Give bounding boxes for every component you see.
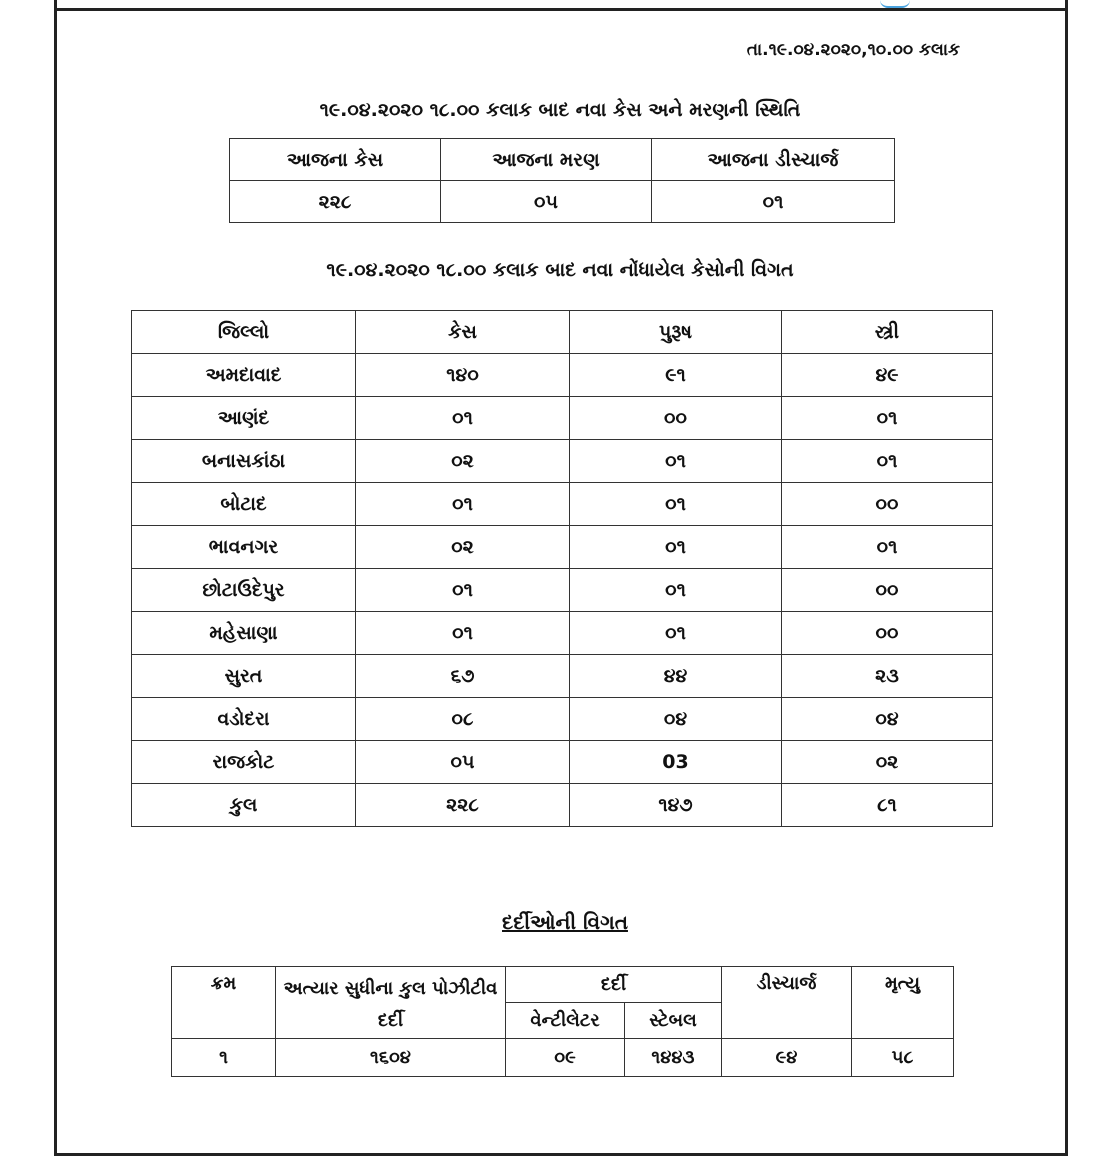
- header-death: મૃત્યુ: [852, 967, 954, 1039]
- value-serial: ૧: [172, 1039, 276, 1077]
- table-row: [132, 483, 993, 526]
- district-name: આણંદ: [132, 397, 356, 440]
- district-heading: ૧૯.૦૪.૨૦૨૦ ૧૮.૦૦ કલાક બાદ નવા નોંધાયેલ કેસોની વિગત: [326, 259, 794, 281]
- district-cases: ૦૧: [356, 483, 570, 526]
- district-name: બોટાદ: [132, 483, 356, 526]
- district-name: સુરત: [132, 655, 356, 698]
- district-male: ૦૧: [570, 440, 782, 483]
- header-male: પુરૂષ: [570, 311, 782, 354]
- district-female: ૦૦: [782, 612, 993, 655]
- summary-table: [229, 138, 895, 223]
- header-discharge: ડીસ્ચાર્જ: [722, 967, 852, 1039]
- district-female: ૮૧: [782, 784, 993, 827]
- header-ventilator: વેન્ટીલેટર: [506, 1003, 625, 1039]
- summary-heading: ૧૯.૦૪.૨૦૨૦ ૧૮.૦૦ કલાક બાદ નવા કેસ અને મરણની સ્થિતિ: [319, 99, 801, 121]
- summary-value-row: [230, 181, 895, 223]
- value-todays-discharge: ૦૧: [652, 181, 895, 223]
- district-male: ૧૪૭: [570, 784, 782, 827]
- table-row: [132, 698, 993, 741]
- patients-value-row: [172, 1039, 954, 1077]
- value-todays-cases: ૨૨૮: [230, 181, 441, 223]
- district-female: ૪૯: [782, 354, 993, 397]
- district-female: ૦૧: [782, 440, 993, 483]
- district-cases: ૦૨: [356, 440, 570, 483]
- header-cases: કેસ: [356, 311, 570, 354]
- patients-heading: દર્દીઓની વિગત: [502, 910, 628, 934]
- header-todays-discharge: આજના ડીસ્ચાર્જ: [652, 139, 895, 181]
- district-male: ૦૦: [570, 397, 782, 440]
- value-death: ૫૮: [852, 1039, 954, 1077]
- district-male: ૪૪: [570, 655, 782, 698]
- district-male: ૦૧: [570, 483, 782, 526]
- district-female: ૦૨: [782, 741, 993, 784]
- table-row: [132, 655, 993, 698]
- district-name: રાજકોટ: [132, 741, 356, 784]
- district-female: ૦૧: [782, 397, 993, 440]
- table-row: [132, 354, 993, 397]
- district-cases: ૦૮: [356, 698, 570, 741]
- value-stable: ૧૪૪૩: [625, 1039, 722, 1077]
- district-rows: [132, 354, 993, 827]
- district-female: ૦૧: [782, 526, 993, 569]
- district-cases: ૦૧: [356, 397, 570, 440]
- district-name: છોટાઉદેપુર: [132, 569, 356, 612]
- district-female: ૦૦: [782, 569, 993, 612]
- district-name: ભાવનગર: [132, 526, 356, 569]
- district-header-row: [132, 311, 993, 354]
- table-row: [132, 569, 993, 612]
- district-male: ૯૧: [570, 354, 782, 397]
- header-total-positive: અત્યાર સુધીના કુલ પોઝીટીવ દર્દી: [276, 967, 506, 1039]
- patients-header-row-1: [172, 967, 954, 1003]
- district-name: અમદાવાદ: [132, 354, 356, 397]
- header-patients: દર્દી: [506, 967, 722, 1003]
- district-cases: ૬૭: [356, 655, 570, 698]
- value-ventilator: ૦૯: [506, 1039, 625, 1077]
- district-name: મહેસાણા: [132, 612, 356, 655]
- value-discharge: ૯૪: [722, 1039, 852, 1077]
- table-row: [132, 741, 993, 784]
- district-male: ૦૪: [570, 698, 782, 741]
- summary-header-row: [230, 139, 895, 181]
- district-female: ૨૩: [782, 655, 993, 698]
- header-todays-cases: આજના કેસ: [230, 139, 441, 181]
- header-female: સ્ત્રી: [782, 311, 993, 354]
- header-todays-deaths: આજના મરણ: [441, 139, 652, 181]
- header-serial: ક્રમ: [172, 967, 276, 1039]
- district-female: ૦૦: [782, 483, 993, 526]
- district-table: [131, 310, 993, 827]
- district-cases: ૦૨: [356, 526, 570, 569]
- report-date: તા.૧૯.૦૪.૨૦૨૦,૧૦.૦૦ કલાક: [746, 40, 960, 60]
- district-cases: ૦૧: [356, 569, 570, 612]
- header-district: જિલ્લો: [132, 311, 356, 354]
- district-female: ૦૪: [782, 698, 993, 741]
- district-cases: ૦૫: [356, 741, 570, 784]
- district-cases: ૦૧: [356, 612, 570, 655]
- district-name: વડોદરા: [132, 698, 356, 741]
- header-stable: સ્ટેબલ: [625, 1003, 722, 1039]
- table-row: [132, 397, 993, 440]
- district-cases: ૧૪૦: [356, 354, 570, 397]
- total-row: [132, 784, 993, 827]
- district-male: 03: [570, 741, 782, 784]
- district-male: ૦૧: [570, 569, 782, 612]
- district-name: કુલ: [132, 784, 356, 827]
- table-row: [132, 612, 993, 655]
- table-row: [132, 526, 993, 569]
- value-todays-deaths: ૦૫: [441, 181, 652, 223]
- patients-table: [171, 966, 954, 1077]
- district-name: બનાસકાંઠા: [132, 440, 356, 483]
- district-male: ૦૧: [570, 612, 782, 655]
- district-cases: ૨૨૮: [356, 784, 570, 827]
- table-row: [132, 440, 993, 483]
- value-total-positive: ૧૬૦૪: [276, 1039, 506, 1077]
- district-male: ૦૧: [570, 526, 782, 569]
